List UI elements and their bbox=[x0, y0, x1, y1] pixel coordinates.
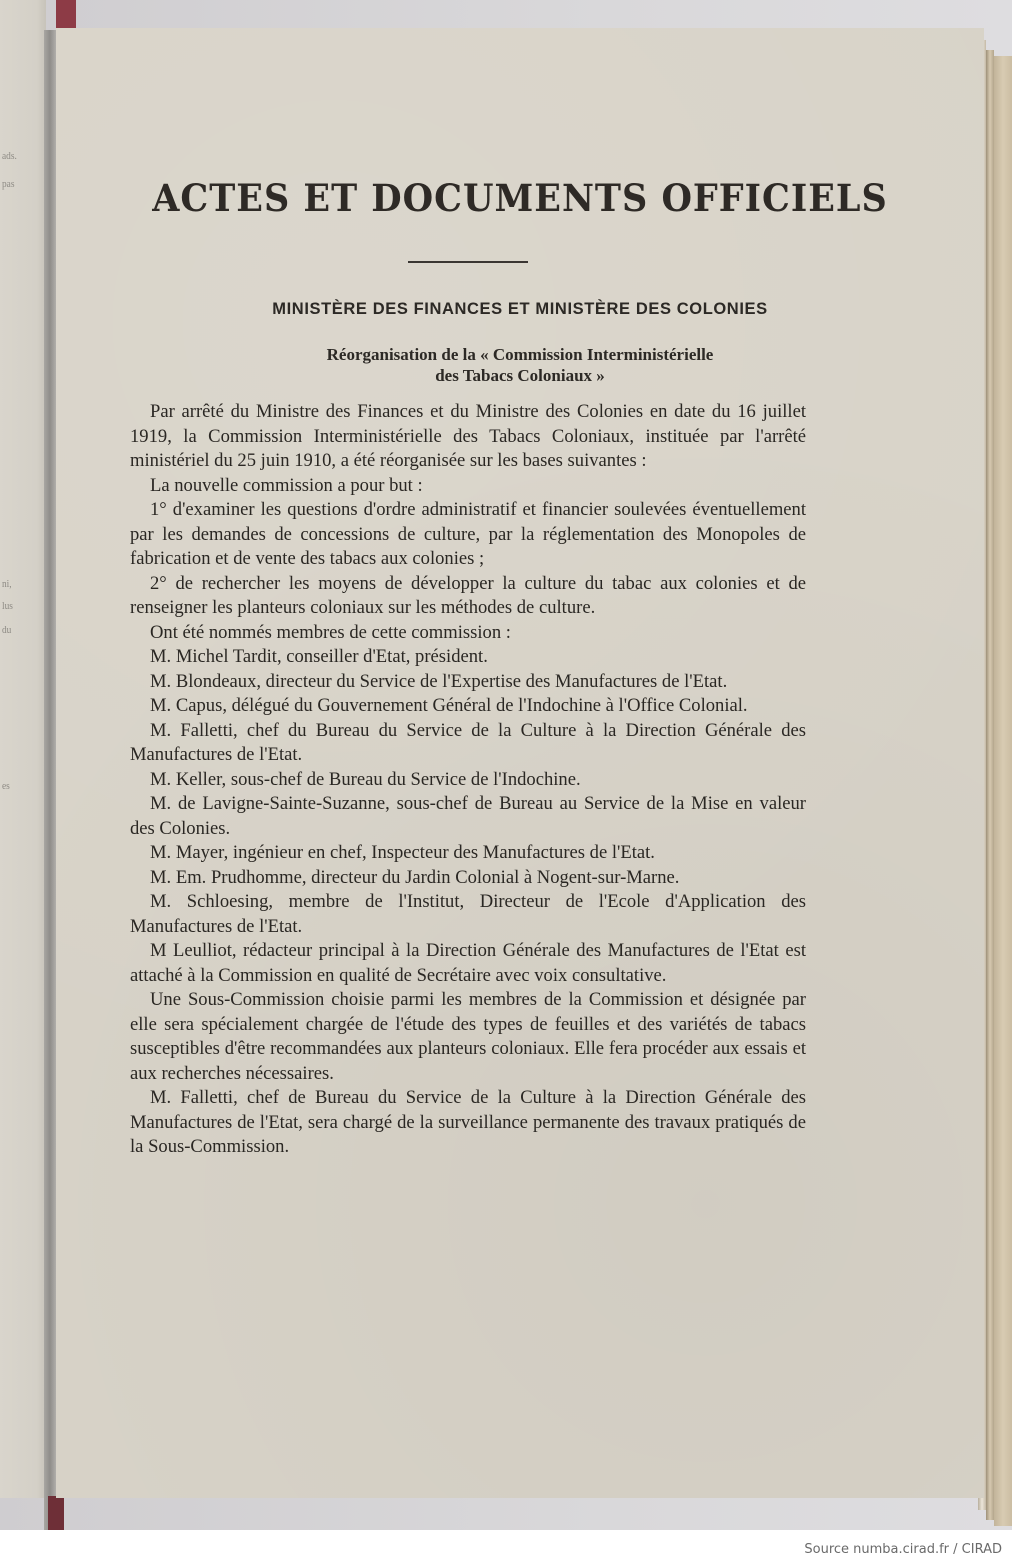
title-rule-divider bbox=[408, 261, 528, 263]
paragraph: Une Sous-Commission choisie parmi les membres de la Commission et désignée par elle sera spécialement chargée de l'étude des types de feuilles et des variétés de tabacs susceptibles d'être recommandées aux planteurs coloniaux. Elle fera procéder aux essais et aux recherches nécessaires. bbox=[130, 989, 806, 1084]
paragraph: La nouvelle commission a pour but : bbox=[150, 474, 423, 496]
paragraph: 2° de rechercher les moyens de développer la culture du tabac aux colonies et de renseigner les planteurs coloniaux sur les méthodes de culture. bbox=[130, 572, 806, 618]
member-entry: M. Capus, délégué du Gouvernement Général de l'Indochine à l'Office Colonial. bbox=[150, 695, 748, 716]
ministry-heading: MINISTÈRE DES FINANCES ET MINISTÈRE DES COLONIES bbox=[272, 300, 768, 318]
secretary-entry: M Leulliot, rédacteur principal à la Direction Générale des Manufactures de l'Etat est attaché à la Commission en qualité de Secrétaire avec voix consultative. bbox=[130, 940, 806, 986]
page-edge bbox=[994, 56, 1012, 1526]
left-page-fragment: pas bbox=[2, 178, 15, 190]
subheading-line-2: des Tabacs Coloniaux » bbox=[435, 366, 605, 385]
left-page-fragment: ni, bbox=[2, 578, 12, 590]
paragraph: 1° d'examiner les questions d'ordre administratif et financier soulevées éventuellement par les demandes de concessions de culture, par la réglementation des Monopoles de fabrication et de vente des tabacs aux colonies ; bbox=[130, 499, 806, 569]
member-entry: M. Em. Prudhomme, directeur du Jardin Colonial à Nogent-sur-Marne. bbox=[150, 866, 680, 888]
left-page-fragment: ads. bbox=[2, 150, 17, 162]
book-gutter bbox=[44, 30, 56, 1530]
member-entry: M. Blondeaux, directeur du Service de l'Expertise des Manufactures de l'Etat. bbox=[150, 670, 728, 692]
document-body bbox=[130, 400, 806, 1160]
left-page-fragment: du bbox=[2, 624, 12, 636]
paragraph: Ont été nommés membres de cette commission : bbox=[150, 621, 511, 643]
member-entry: M. Mayer, ingénieur en chef, Inspecteur des Manufactures de l'Etat. bbox=[150, 842, 655, 863]
section-subheading bbox=[56, 344, 984, 386]
member-entry: M. Falletti, chef du Bureau du Service de la Culture à la Direction Générale des Manufactures de l'Etat. bbox=[130, 719, 806, 765]
left-page-fragment: es bbox=[2, 780, 10, 792]
source-caption: Source numba.cirad.fr / CIRAD bbox=[804, 1542, 1002, 1557]
page-edge bbox=[986, 50, 994, 1520]
paragraph: M. Falletti, chef de Bureau du Service de la Culture à la Direction Générale des Manufactures de l'Etat, sera chargé de la surveillance permanente des travaux pratiqués de la Sous-Commission. bbox=[130, 1087, 806, 1157]
subheading-line-1: Réorganisation de la « Commission Interministérielle bbox=[326, 345, 714, 364]
left-facing-page bbox=[0, 0, 46, 1498]
member-entry: M. Keller, sous-chef de Bureau du Service de l'Indochine. bbox=[150, 768, 581, 790]
member-entry: M. Michel Tardit, conseiller d'Etat, président. bbox=[150, 646, 488, 667]
member-entry: M. de Lavigne-Sainte-Suzanne, sous-chef de Bureau au Service de la Mise en valeur des Colonies. bbox=[130, 793, 806, 839]
document-page bbox=[56, 28, 984, 1498]
page-title: ACTES ET DOCUMENTS OFFICIELS bbox=[152, 176, 888, 221]
paragraph: Par arrêté du Ministre des Finances et du Ministre des Colonies en date du 16 juillet 1919, la Commission Interministérielle des Tabacs Coloniaux, instituée par l'arrêté ministériel du 25 juin 1910, a été réorganisée sur les bases suivantes : bbox=[130, 401, 806, 471]
binding-cloth-bottom bbox=[48, 1496, 64, 1530]
member-entry: M. Schloesing, membre de l'Institut, Directeur de l'Ecole d'Application des Manufactures de l'Etat. bbox=[130, 891, 806, 937]
left-page-fragment: lus bbox=[2, 600, 13, 612]
